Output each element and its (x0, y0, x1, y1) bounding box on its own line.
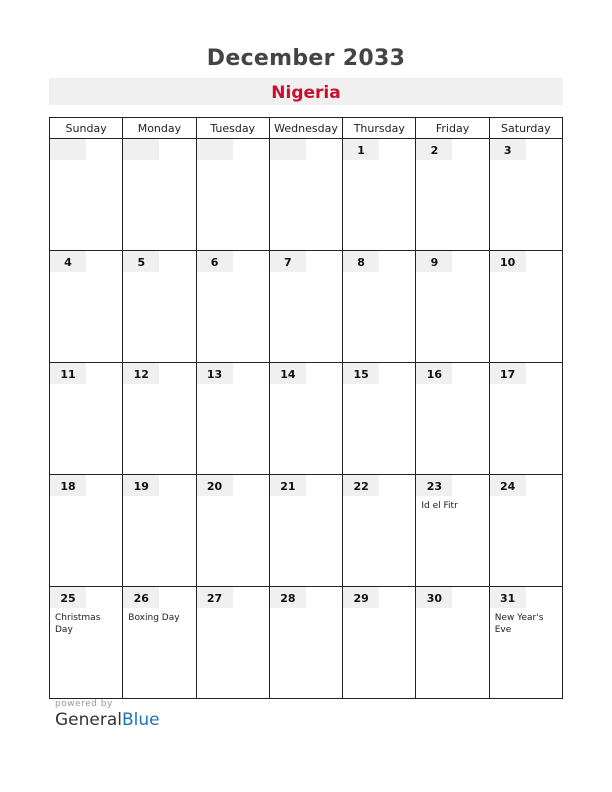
day-number (50, 139, 86, 160)
weekday-header: Friday (416, 118, 489, 139)
day-cell (196, 475, 269, 587)
weekday-header: Thursday (343, 118, 416, 139)
day-cell (489, 251, 562, 363)
week-row (50, 475, 563, 587)
day-number: 9 (416, 251, 452, 272)
day-number: 1 (343, 139, 379, 160)
day-cell (489, 475, 562, 587)
day-number: 15 (343, 363, 379, 384)
day-cell (196, 251, 269, 363)
week-row (50, 587, 563, 699)
day-cell (416, 363, 489, 475)
day-cell (123, 363, 196, 475)
day-number: 2 (416, 139, 452, 160)
day-cell (196, 363, 269, 475)
day-cell (123, 475, 196, 587)
day-number (270, 139, 306, 160)
day-number (197, 139, 233, 160)
day-number: 5 (123, 251, 159, 272)
day-number: 24 (490, 475, 526, 496)
day-cell (343, 251, 416, 363)
day-number: 25 (50, 587, 86, 608)
day-number: 26 (123, 587, 159, 608)
day-cell (269, 139, 342, 251)
day-number: 23 (416, 475, 452, 496)
day-number: 22 (343, 475, 379, 496)
day-cell (50, 475, 123, 587)
powered-by-text: powered by (55, 699, 113, 709)
calendar-grid (49, 117, 563, 699)
day-number: 8 (343, 251, 379, 272)
day-number: 3 (490, 139, 526, 160)
day-number: 30 (416, 587, 452, 608)
day-number (123, 139, 159, 160)
day-number: 27 (197, 587, 233, 608)
holiday-label: Christmas Day (55, 613, 101, 635)
holiday-label: New Year's Eve (494, 613, 544, 635)
footer-branding (55, 699, 160, 730)
day-number: 29 (343, 587, 379, 608)
day-cell (269, 587, 342, 699)
brand-general-text: General (55, 710, 122, 730)
day-number: 16 (416, 363, 452, 384)
day-number: 6 (197, 251, 233, 272)
day-cell (50, 587, 123, 699)
day-number: 19 (123, 475, 159, 496)
day-cell (343, 587, 416, 699)
week-row (50, 363, 563, 475)
day-number: 21 (270, 475, 306, 496)
day-cell (123, 251, 196, 363)
day-cell (196, 139, 269, 251)
day-cell (343, 475, 416, 587)
day-cell (50, 139, 123, 251)
day-number: 28 (270, 587, 306, 608)
day-cell (416, 475, 489, 587)
day-cell (269, 475, 342, 587)
calendar-title: December 2033 (206, 46, 406, 71)
day-cell (343, 139, 416, 251)
brand-blue-text: Blue (122, 710, 160, 730)
week-row (50, 251, 563, 363)
day-cell (123, 587, 196, 699)
day-cell (416, 139, 489, 251)
day-cell (269, 251, 342, 363)
day-number: 13 (197, 363, 233, 384)
day-number: 7 (270, 251, 306, 272)
day-cell (123, 139, 196, 251)
holiday-label: Id el Fitr (421, 501, 458, 511)
generalblue-logo (55, 710, 160, 730)
week-row (50, 139, 563, 251)
day-number: 17 (490, 363, 526, 384)
weekday-header: Sunday (50, 118, 123, 139)
day-cell (50, 251, 123, 363)
country-name: Nigeria (271, 83, 341, 103)
day-number: 20 (197, 475, 233, 496)
country-banner (49, 78, 563, 105)
day-number: 12 (123, 363, 159, 384)
weekday-header: Wednesday (269, 118, 342, 139)
day-number: 31 (490, 587, 526, 608)
day-number: 18 (50, 475, 86, 496)
day-cell (196, 587, 269, 699)
day-cell (489, 139, 562, 251)
holiday-label: Boxing Day (128, 613, 180, 623)
day-cell (343, 363, 416, 475)
day-number: 11 (50, 363, 86, 384)
day-number: 14 (270, 363, 306, 384)
day-cell (416, 251, 489, 363)
day-cell (269, 363, 342, 475)
weekday-header: Monday (123, 118, 196, 139)
weekday-header: Tuesday (196, 118, 269, 139)
day-number: 10 (490, 251, 526, 272)
day-cell (416, 587, 489, 699)
weekday-header-row (50, 118, 563, 139)
day-cell (489, 363, 562, 475)
day-cell (50, 363, 123, 475)
weekday-header: Saturday (489, 118, 562, 139)
day-number: 4 (50, 251, 86, 272)
day-cell (489, 587, 562, 699)
